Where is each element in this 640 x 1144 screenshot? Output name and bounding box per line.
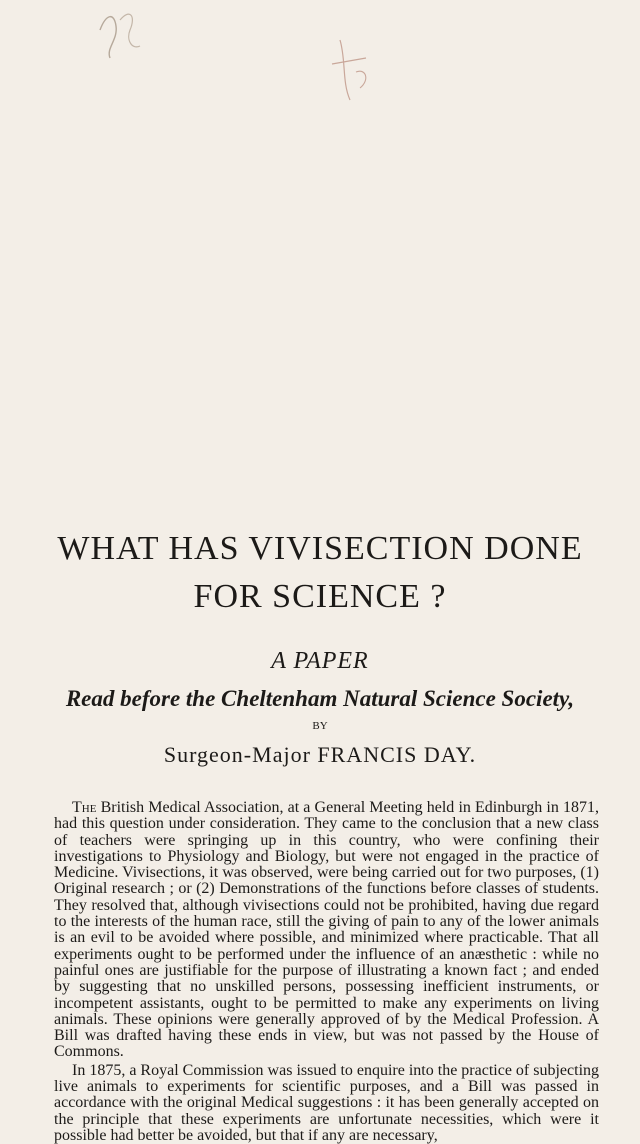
subtitle: A PAPER bbox=[271, 648, 369, 674]
paragraph-2-text: In 1875, a Royal Commission was issued to enquire into the practice of subjecting live animals to experiments for scientific purposes, and a Bill was passed in accordance with the original Medical suggestions : it has been generally accepted on the principle that these experiments are unfortunate necessities, which were it possible had better be avoided, but that if any are necessary, bbox=[54, 1061, 600, 1144]
body-text bbox=[54, 800, 599, 1144]
pencil-marks bbox=[70, 0, 390, 110]
title-line-1: WHAT HAS VIVISECTION DONE bbox=[57, 530, 583, 567]
paragraph-2 bbox=[54, 1063, 599, 1144]
read-before-line: Read before the Cheltenham Natural Science Society, bbox=[65, 686, 575, 711]
author-line: Surgeon-Major FRANCIS DAY. bbox=[163, 742, 477, 767]
by-label: BY bbox=[312, 720, 328, 732]
paragraph-1-text: British Medical Association, at a General Meeting held in Edinburgh in 1871, had this question under consideration. They came to the conclusion that a new class of teachers were springing up in this country, who were confining their investigations to Physiology and Biology, but were not engaged in the practice of Medicine. Vivisections, it was observed, were being carried out for two purposes, (1) Original research ; or (2) Demonstrations of the functions before classes of students. They resolved that, although vivisections could not be prohibited, having due regard to the interests of the human race, still the giving of pain to any of the lower animals is an evil to be avoided where possible, and minimized where practicable. That all experiments ought to be performed under the influence of an anæsthetic : while no painful ones are justifiable for the purpose of illustrating a known fact ; and ended by suggesting that no unskilled persons, possessing inefficient instruments, or incompetent assistants, ought to be permitted to make any experiments on living animals. These opinions were generally approved of by the Medical Profession. A Bill was drafted having these ends in view, but was not passed by the House of Commons. bbox=[54, 799, 599, 1061]
title-line-2: FOR SCIENCE ? bbox=[193, 578, 447, 615]
paragraph-1-lead: The bbox=[72, 799, 97, 816]
paragraph-1 bbox=[54, 800, 599, 1061]
